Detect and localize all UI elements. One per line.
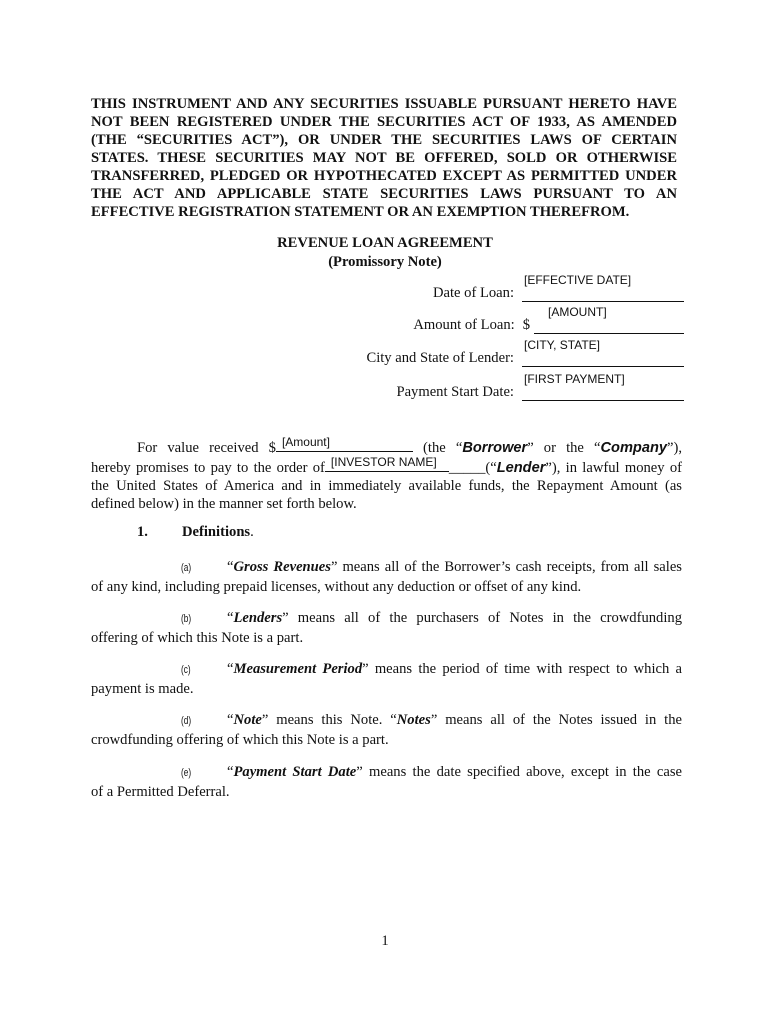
defined-term: Note <box>233 712 262 728</box>
company-term: Company <box>600 440 667 456</box>
intro-line-3: the United States of America and in immediately available funds, the Repayment Amount (as <box>91 478 682 494</box>
payment-start-date-row <box>396 372 684 401</box>
defined-term-notes: Notes <box>396 712 431 728</box>
definition-measurement-period: (c) “Measurement Period” means the period of time with respect to which a payment is made. <box>91 661 682 697</box>
date-of-loan-label: Date of Loan: <box>432 285 514 301</box>
investor-name-value: [INVESTOR NAME] <box>330 455 437 469</box>
definition-marker: (b) <box>181 613 192 625</box>
intro-line-2: hereby promises to pay to the order of [INVESTOR NAME] _____(“Lender”), in lawful money of <box>91 455 682 476</box>
payment-start-date-value: [FIRST PAYMENT] <box>524 372 625 386</box>
amount-of-loan-row <box>413 305 684 334</box>
investor-name-field[interactable] <box>325 457 449 472</box>
lender-term: Lender <box>496 460 546 476</box>
borrower-term: Borrower <box>462 440 528 456</box>
payment-start-date-label: Payment Start Date: <box>396 384 514 400</box>
date-of-loan-field[interactable] <box>522 273 684 302</box>
intro-line-4: defined below) in the manner set forth below. <box>91 496 357 512</box>
amount-of-loan-value: [AMOUNT] <box>548 305 607 319</box>
section-title: Definitions <box>182 524 251 540</box>
dollar-sign: $ <box>522 317 530 333</box>
page-number: 1 <box>381 933 389 949</box>
document-subtitle: (Promissory Note) <box>328 254 442 270</box>
definition-marker: (a) <box>181 562 192 574</box>
definition-marker: (c) <box>181 664 191 676</box>
city-state-value: [CITY, STATE] <box>524 338 601 352</box>
amount-of-loan-field[interactable] <box>534 305 684 334</box>
received-amount-field[interactable] <box>276 437 413 452</box>
amount-of-loan-label: Amount of Loan: <box>413 317 515 333</box>
definition-marker: (e) <box>181 767 192 779</box>
city-state-field[interactable] <box>522 338 684 367</box>
section-heading-definitions: 1. Definitions. <box>137 524 254 540</box>
date-of-loan-row <box>432 273 684 302</box>
securities-legend: THIS INSTRUMENT AND ANY SECURITIES ISSUABLE PURSUANT HERETO HAVE NOT BEEN REGISTERED UNDER THE SECURITIES ACT OF 1933, AS AMENDED (THE “SECURITIES ACT”), OR UNDER THE SECURITIES LAWS OF CERTAIN STATES. THESE SECURITIES MAY NOT BE OFFERED, SOLD OR OTHERWISE TRANSFERRED, PLEDGED OR HYPOTHECATED EXCEPT AS PERMITTED UNDER THE ACT AND APPLICABLE STATE SECURITIES LAWS PURSUANT TO AN EFFECTIVE REGISTRATION STATEMENT OR AN EXEMPTION THEREFROM. <box>91 96 677 220</box>
payment-start-date-field[interactable] <box>522 372 684 401</box>
definition-note: (d) “Note” means this Note. “Notes” means all of the Notes issued in the crowdfunding offering of which this Note is a part. <box>91 712 682 748</box>
city-state-row <box>366 338 684 367</box>
defined-term: Payment Start Date <box>233 764 357 780</box>
intro-line-1: For value received $ [Amount] (the “Borrower” or the “Company”), <box>137 435 682 456</box>
received-amount-value: [Amount] <box>281 435 330 449</box>
defined-term: Gross Revenues <box>233 559 331 575</box>
defined-term: Lenders <box>233 610 283 626</box>
definition-lenders: (b) “Lenders” means all of the purchasers of Notes in the crowdfunding offering of which this Note is a part. <box>91 610 682 646</box>
city-state-label: City and State of Lender: <box>366 350 514 366</box>
definition-payment-start-date: (e) “Payment Start Date” means the date specified above, except in the case of a Permitted Deferral. <box>91 764 683 800</box>
definition-gross-revenues: (a) “Gross Revenues” means all of the Borrower’s cash receipts, from all sales of any kind, including prepaid licenses, without any deduction or offset of any kind. <box>91 559 682 595</box>
section-number: 1. <box>137 524 148 540</box>
document-title: REVENUE LOAN AGREEMENT <box>277 235 493 251</box>
defined-term: Measurement Period <box>233 661 363 677</box>
definition-marker: (d) <box>181 715 192 727</box>
date-of-loan-value: [EFFECTIVE DATE] <box>524 273 632 287</box>
intro-paragraph <box>91 437 682 513</box>
